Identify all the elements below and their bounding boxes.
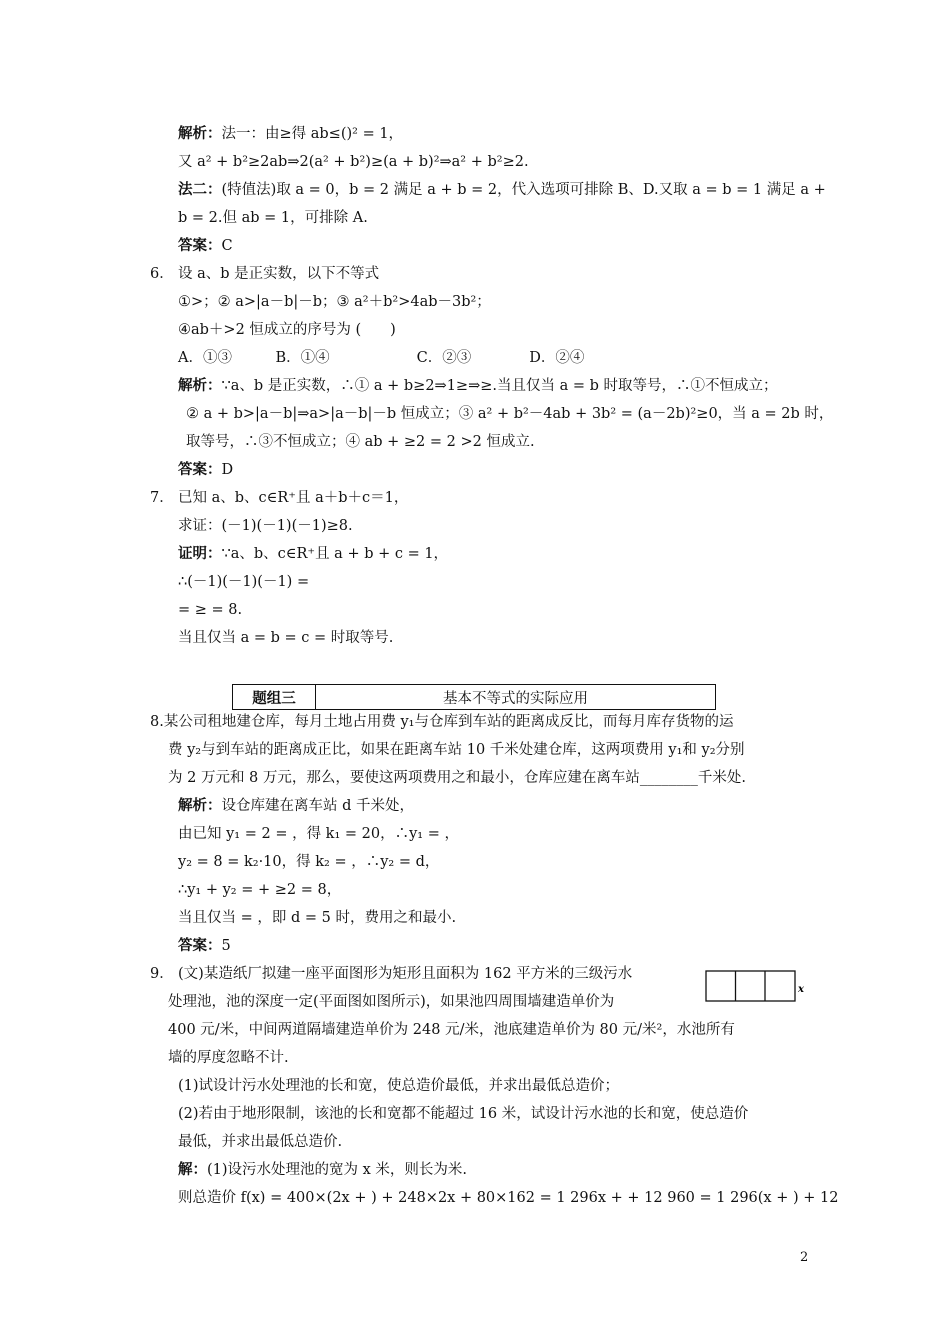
line-text: 400 元/米，中间两道隔墙建造单价为 248 元/米，池底建造单价为 80 元/米²，水池所有 [168, 1022, 735, 1038]
line-label: 解： [178, 1161, 207, 1178]
text-line [186, 404, 833, 424]
text-line [178, 488, 408, 508]
question-number-6: 6． [150, 266, 174, 282]
line-text: 法一：由≥得 ab≤()² = 1， [221, 126, 404, 142]
page-number: 2 [800, 1250, 809, 1265]
text-line [178, 628, 393, 648]
line-text: 已知 a、b、c∈R⁺且 a＋b＋c＝1， [178, 490, 409, 506]
text-line [178, 1076, 619, 1096]
line-text: (2)若由于地形限制，该池的长和宽都不能超过 16 米，试设计污水池的长和宽，使总造价 [178, 1106, 749, 1122]
line-label: 解析： [178, 797, 222, 814]
line-text: D [221, 462, 234, 478]
text-line [168, 1020, 735, 1040]
line-text: 当且仅当 a = b = c = 时取等号. [178, 630, 394, 646]
line-text: 由已知 y₁ = 2 = ，得 k₁ = 20，∴y₁ = ， [178, 826, 459, 842]
line-text: 5 [221, 938, 231, 954]
text-line [178, 460, 233, 480]
group-label: 题组三 [233, 685, 316, 709]
line-text: ④ab＋>2 恒成立的序号为 ( ) [178, 322, 396, 338]
line-text: 求证：(－1)(－1)(－1)≥8. [178, 518, 353, 534]
group-header-table [232, 684, 716, 710]
text-line [150, 712, 733, 732]
line-text: 又 a² + b²≥2ab⇒2(a² + b²)≥(a + b)²⇒a² + b²≥2. [178, 154, 529, 170]
text-line [168, 740, 745, 760]
line-text: (特值法)取 a = 0，b = 2 满足 a + b = 2，代入选项可排除 B、D.又取 a = b = 1 满足 a + [221, 182, 826, 198]
line-text: 设仓库建在离车站 d 千米处， [221, 798, 414, 814]
text-line [178, 264, 379, 284]
line-text: ①>；② a>|a－b|－b；③ a²＋b²>4ab－3b²； [178, 294, 491, 310]
pool-outline [706, 971, 795, 1001]
text-line [178, 824, 459, 844]
text-line [178, 572, 309, 592]
text-line [178, 516, 353, 536]
text-line [168, 768, 746, 788]
line-text: ② a + b>|a－b|⇒a>|a－b|－b 恒成立；③ a² + b²－4ab + 3b² = (a－2b)²≥0，当 a = 2b 时， [186, 406, 834, 422]
line-text: ∵a、b 是正实数，∴① a + b≥2⇒1≥⇒≥.当且仅当 a = b 时取等号，∴①不恒成立； [221, 378, 778, 394]
text-line [178, 236, 233, 256]
text-line [178, 1132, 342, 1152]
line-text: b = 2.但 ab = 1，可排除 A. [178, 210, 368, 226]
text-line [178, 180, 826, 200]
text-line [178, 600, 242, 620]
text-line [178, 292, 491, 312]
line-label: 解析： [178, 125, 222, 142]
line-text: 墙的厚度忽略不计. [168, 1050, 289, 1066]
line-text: 则总造价 f(x) = 400×(2x + ) + 248×2x + 80×162 = 1 296x + + 12 960 = 1 296(x + ) + 12 [178, 1190, 839, 1206]
line-text: (1)设污水处理池的宽为 x 米，则长为米. [207, 1162, 468, 1178]
line-text: 最低，并求出最低总造价. [178, 1134, 343, 1150]
text-line [178, 1104, 748, 1124]
line-label: 证明： [178, 545, 222, 562]
line-text: A．①③ B．①④ C．②③ D．②④ [178, 350, 585, 366]
line-text: 处理池，池的深度一定(平面图如图所示)，如果池四周围墙建造单价为 [168, 994, 615, 1010]
line-text: y₂ = 8 = k₂·10，得 k₂ = ，∴y₂ = d， [178, 854, 440, 870]
line-label: 法二： [178, 181, 222, 198]
group-title: 基本不等式的实际应用 [443, 690, 588, 707]
line-text: C [221, 238, 233, 254]
line-text: 8.某公司租地建仓库，每月土地占用费 y₁与仓库到车站的距离成反比，而每月库存货物的运 [150, 714, 734, 730]
question-number-9: 9． [150, 966, 174, 982]
line-text: 当且仅当 = ，即 d = 5 时，费用之和最小. [178, 910, 457, 926]
text-line [178, 348, 584, 368]
line-label: 答案： [178, 237, 222, 254]
text-line [178, 124, 403, 144]
line-text: 为 2 万元和 8 万元，那么，要使这两项费用之和最小，仓库应建在离车站________千米处. [168, 770, 746, 786]
line-text: 取等号，∴③不恒成立；④ ab + ≥2 = 2 >2 恒成立. [186, 434, 535, 450]
text-line [178, 964, 632, 984]
line-text: 费 y₂与到车站的距离成正比，如果在距离车站 10 千米处建仓库，这两项费用 y₁和 y₂分别 [168, 742, 745, 758]
text-line [178, 208, 368, 228]
text-line [178, 908, 456, 928]
text-line [178, 880, 341, 900]
text-line [178, 936, 231, 956]
text-line [178, 376, 777, 396]
text-line [168, 992, 614, 1012]
line-text: ∴y₁ + y₂ = + ≥2 = 8， [178, 882, 342, 898]
pool-diagram [705, 968, 810, 1004]
line-label: 解析： [178, 377, 222, 394]
text-line [178, 544, 448, 564]
line-text: ∵a、b、c∈R⁺且 a + b + c = 1， [221, 546, 449, 562]
text-line [168, 1048, 289, 1068]
line-label: 答案： [178, 461, 222, 478]
pool-width-label: x [798, 984, 804, 995]
question-number-7: 7． [150, 490, 174, 506]
line-text: = ≥ = 8. [178, 602, 243, 618]
text-line [178, 1188, 838, 1208]
line-text: 设 a、b 是正实数，以下不等式 [178, 266, 380, 282]
text-line [178, 852, 439, 872]
line-label: 答案： [178, 937, 222, 954]
line-text: (1)试设计污水处理池的长和宽，使总造价最低，并求出最低总造价； [178, 1078, 620, 1094]
line-text: ∴(－1)(－1)(－1) = [178, 574, 310, 590]
line-text: (文)某造纸厂拟建一座平面图形为矩形且面积为 162 平方米的三级污水 [178, 966, 633, 982]
text-line [178, 1160, 467, 1180]
text-line [178, 320, 396, 340]
text-line [178, 152, 529, 172]
text-line [178, 796, 414, 816]
text-line [186, 432, 535, 452]
